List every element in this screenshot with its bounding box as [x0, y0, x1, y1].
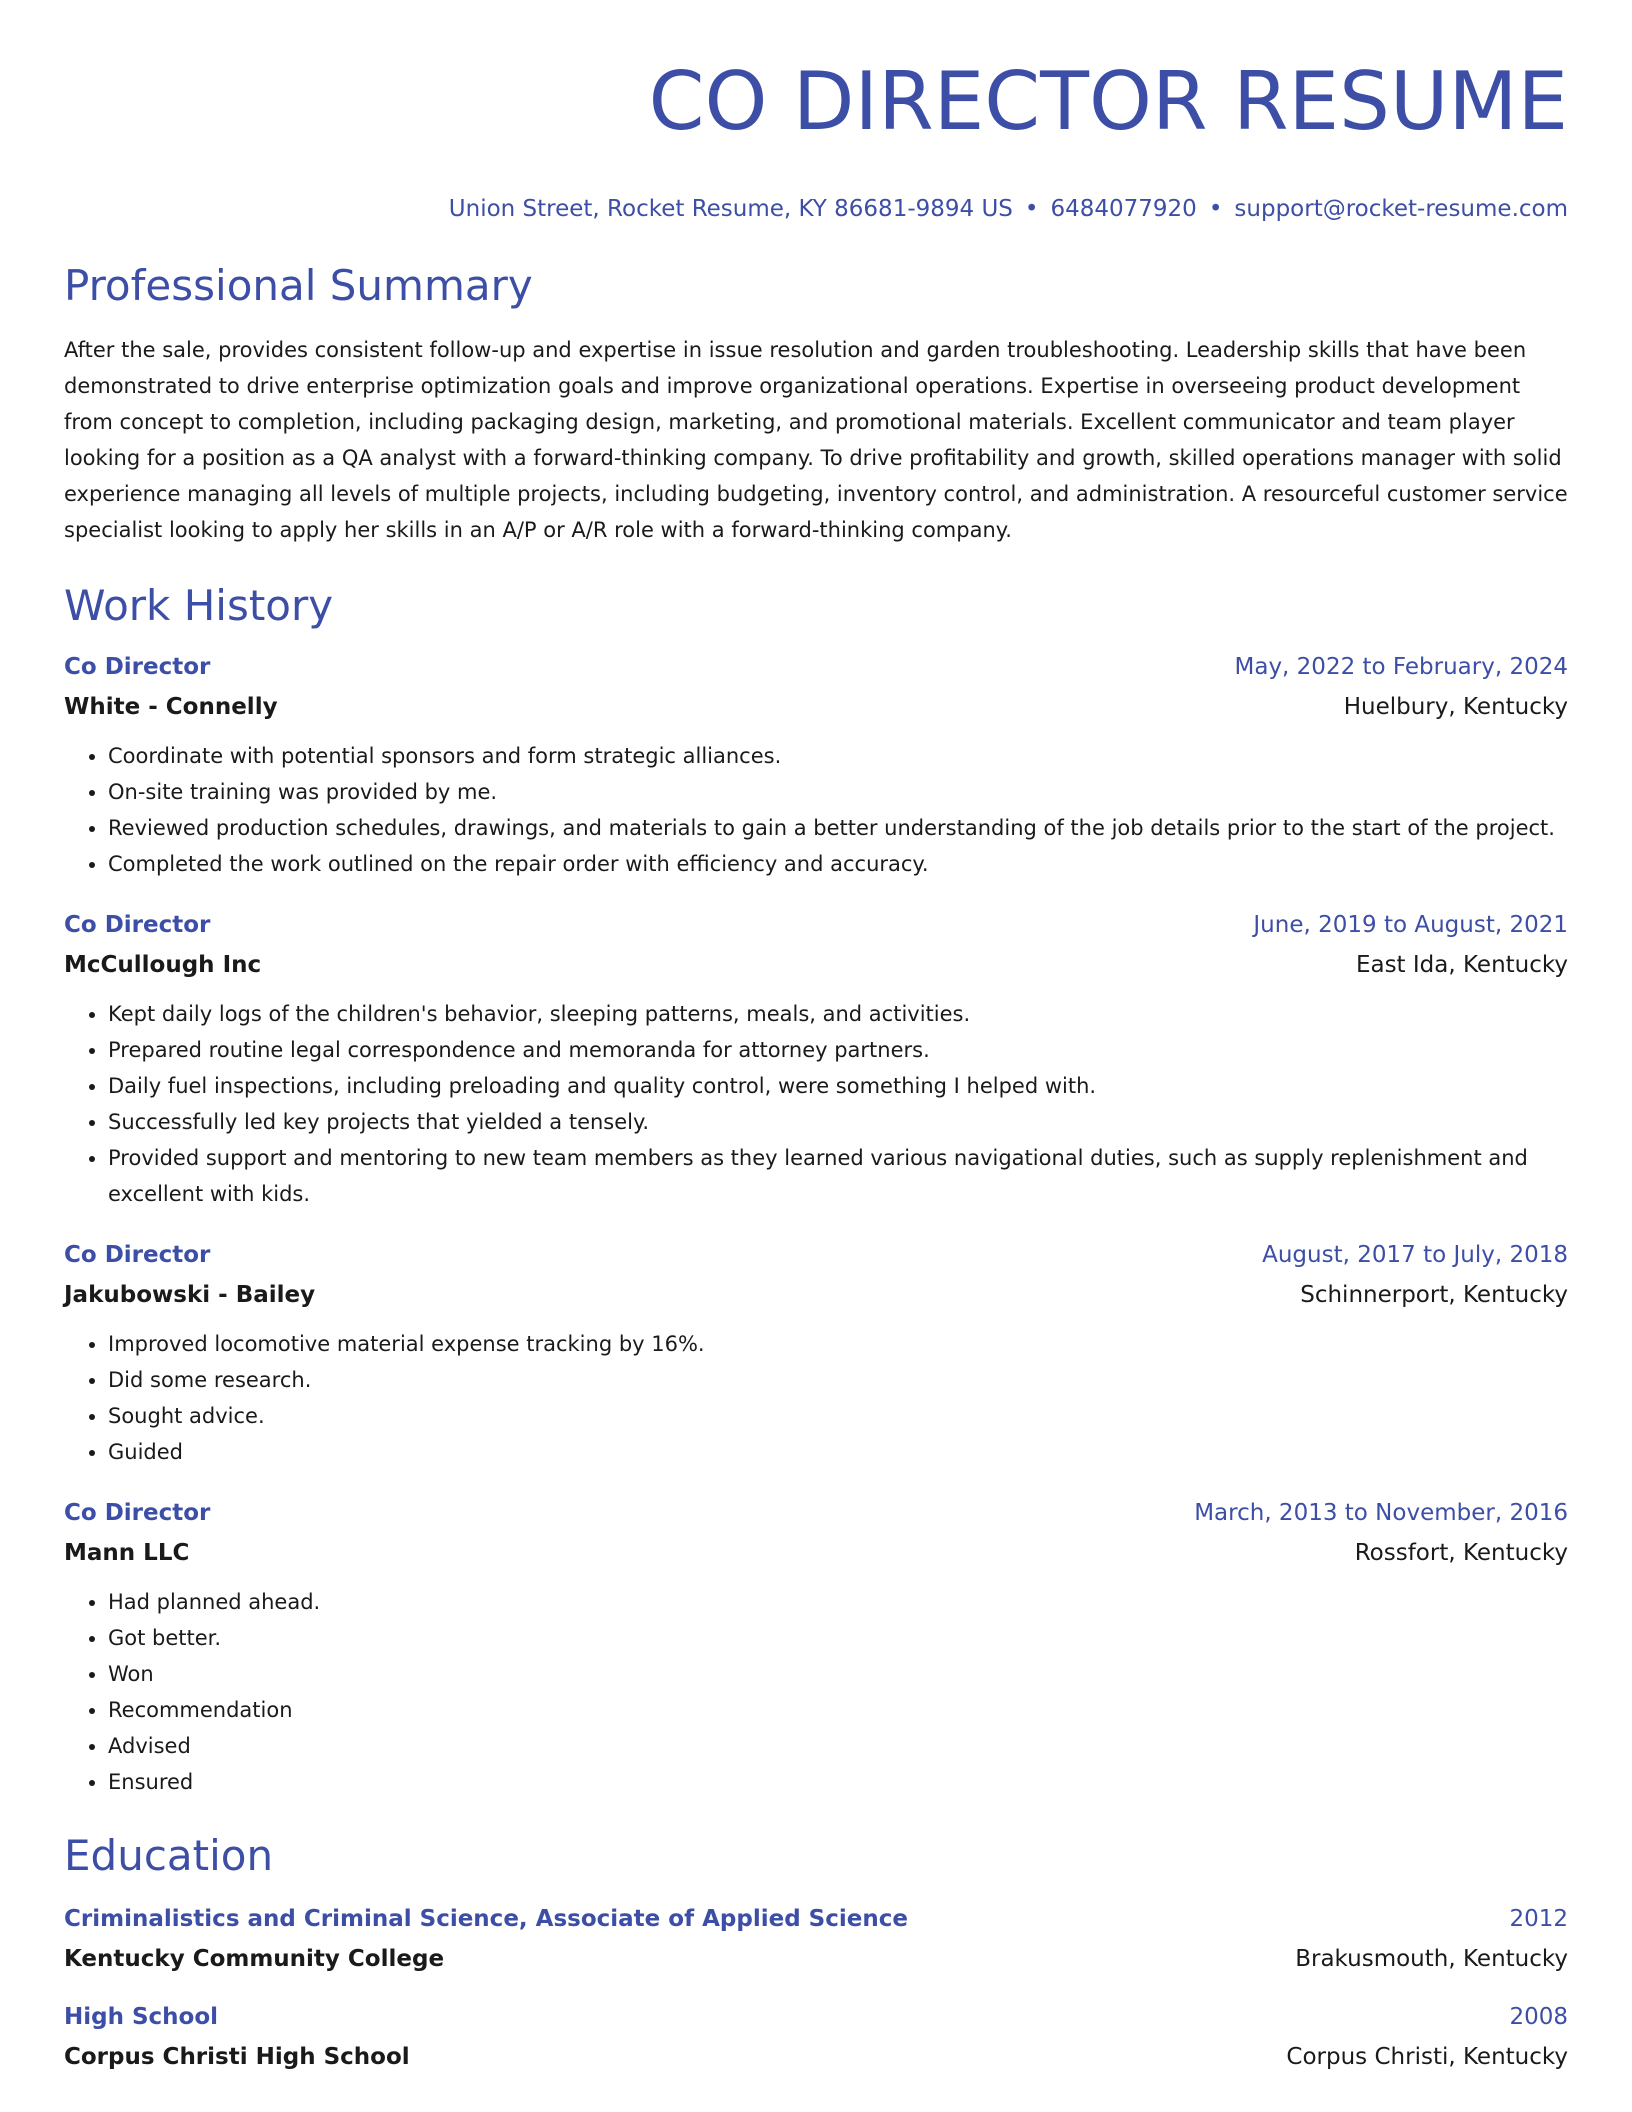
- job-bullet: • On-site training was provided by me.: [108, 774, 1568, 810]
- job-bullet: • Kept daily logs of the children's behavior, sleeping patterns, meals, and activities.: [108, 996, 1568, 1032]
- education-school: Kentucky Community College: [64, 1946, 445, 1972]
- contact-address: Union Street, Rocket Resume, KY 86681-9894 US: [448, 196, 1013, 222]
- job-bullets: [64, 1584, 1568, 1800]
- job-location: Schinnerport, Kentucky: [1300, 1282, 1568, 1308]
- job-company: Mann LLC: [64, 1540, 190, 1566]
- job-bullet: • Coordinate with potential sponsors and form strategic alliances.: [108, 738, 1568, 774]
- contact-email: support@rocket-resume.com: [1234, 196, 1568, 222]
- section-heading-education: Education: [64, 1831, 274, 1880]
- job-location: Huelbury, Kentucky: [1343, 694, 1568, 720]
- contact-separator: •: [1024, 196, 1039, 222]
- job-entry: [64, 910, 1568, 1212]
- job-bullet: • Completed the work outlined on the repair order with efficiency and accuracy.: [108, 846, 1568, 882]
- job-title: Co Director: [64, 912, 211, 938]
- job-entry: [64, 1498, 1568, 1800]
- job-bullet: • Prepared routine legal correspondence and memoranda for attorney partners.: [108, 1032, 1568, 1068]
- job-bullets: [64, 1326, 1568, 1470]
- section-heading-summary: Professional Summary: [64, 261, 533, 310]
- job-bullets: [64, 996, 1568, 1212]
- education-entry: [64, 2002, 1568, 2072]
- job-bullet: • Sought advice.: [108, 1398, 1568, 1434]
- job-title: Co Director: [64, 654, 211, 680]
- job-bullet: • Ensured: [108, 1764, 1568, 1800]
- education-section: [64, 1830, 1568, 2072]
- education-location: Brakusmouth, Kentucky: [1295, 1946, 1568, 1972]
- job-entry: [64, 1240, 1568, 1470]
- job-company: Jakubowski - Bailey: [64, 1282, 316, 1308]
- job-dates: March, 2013 to November, 2016: [1194, 1500, 1568, 1526]
- job-company: McCullough Inc: [64, 952, 262, 978]
- contact-separator: •: [1208, 196, 1223, 222]
- job-bullet: • Provided support and mentoring to new team members as they learned various navigational duties, such as supply replenishment and excellent with kids.: [108, 1140, 1568, 1212]
- job-bullet: • Got better.: [108, 1620, 1568, 1656]
- job-bullet: • Successfully led key projects that yielded a tensely.: [108, 1104, 1568, 1140]
- professional-summary-section: [64, 260, 1568, 548]
- job-location: Rossfort, Kentucky: [1354, 1540, 1568, 1566]
- job-entry: [64, 652, 1568, 882]
- education-entry: [64, 1904, 1568, 1974]
- job-dates: June, 2019 to August, 2021: [1253, 912, 1568, 938]
- job-bullet: • Reviewed production schedules, drawings, and materials to gain a better understanding of the job details prior to the start of the project.: [108, 810, 1568, 846]
- job-bullet: • Did some research.: [108, 1362, 1568, 1398]
- contact-phone: 6484077920: [1050, 196, 1197, 222]
- education-year: 2008: [1509, 2004, 1568, 2030]
- job-bullet: • Had planned ahead.: [108, 1584, 1568, 1620]
- contact-line: [64, 194, 1568, 224]
- education-location: Corpus Christi, Kentucky: [1286, 2044, 1568, 2070]
- education-degree: Criminalistics and Criminal Science, Associate of Applied Science: [64, 1906, 908, 1932]
- summary-paragraph: After the sale, provides consistent follow-up and expertise in issue resolution and garden troubleshooting. Leadership skills that have been demonstrated to drive enterprise optimization goals and improve organizational operations. Expertise in overseeing product development from concept to completion, including packaging design, marketing, and promotional materials. Excellent communicator and team player looking for a position as a QA analyst with a forward-thinking company. To drive profitability and growth, skilled operations manager with solid experience managing all levels of multiple projects, including budgeting, inventory control, and administration. A resourceful customer service specialist looking to apply her skills in an A/P or A/R role with a forward-thinking company.: [64, 338, 1568, 542]
- job-bullets: [64, 738, 1568, 882]
- job-location: East Ida, Kentucky: [1355, 952, 1568, 978]
- education-degree: High School: [64, 2004, 219, 2030]
- job-title: Co Director: [64, 1242, 211, 1268]
- work-history-section: [64, 580, 1568, 1800]
- education-year: 2012: [1509, 1906, 1568, 1932]
- document-title: CO DIRECTOR RESUME: [648, 55, 1568, 148]
- job-dates: May, 2022 to February, 2024: [1234, 654, 1568, 680]
- education-school: Corpus Christi High School: [64, 2044, 410, 2070]
- job-bullet: • Won: [108, 1656, 1568, 1692]
- job-bullet: • Advised: [108, 1728, 1568, 1764]
- job-dates: August, 2017 to July, 2018: [1262, 1242, 1568, 1268]
- job-bullet: • Guided: [108, 1434, 1568, 1470]
- section-heading-work: Work History: [64, 581, 334, 630]
- job-company: White - Connelly: [64, 694, 278, 720]
- job-bullet: • Recommendation: [108, 1692, 1568, 1728]
- job-title: Co Director: [64, 1500, 211, 1526]
- job-bullet: • Improved locomotive material expense tracking by 16%.: [108, 1326, 1568, 1362]
- job-bullet: • Daily fuel inspections, including preloading and quality control, were something I helped with.: [108, 1068, 1568, 1104]
